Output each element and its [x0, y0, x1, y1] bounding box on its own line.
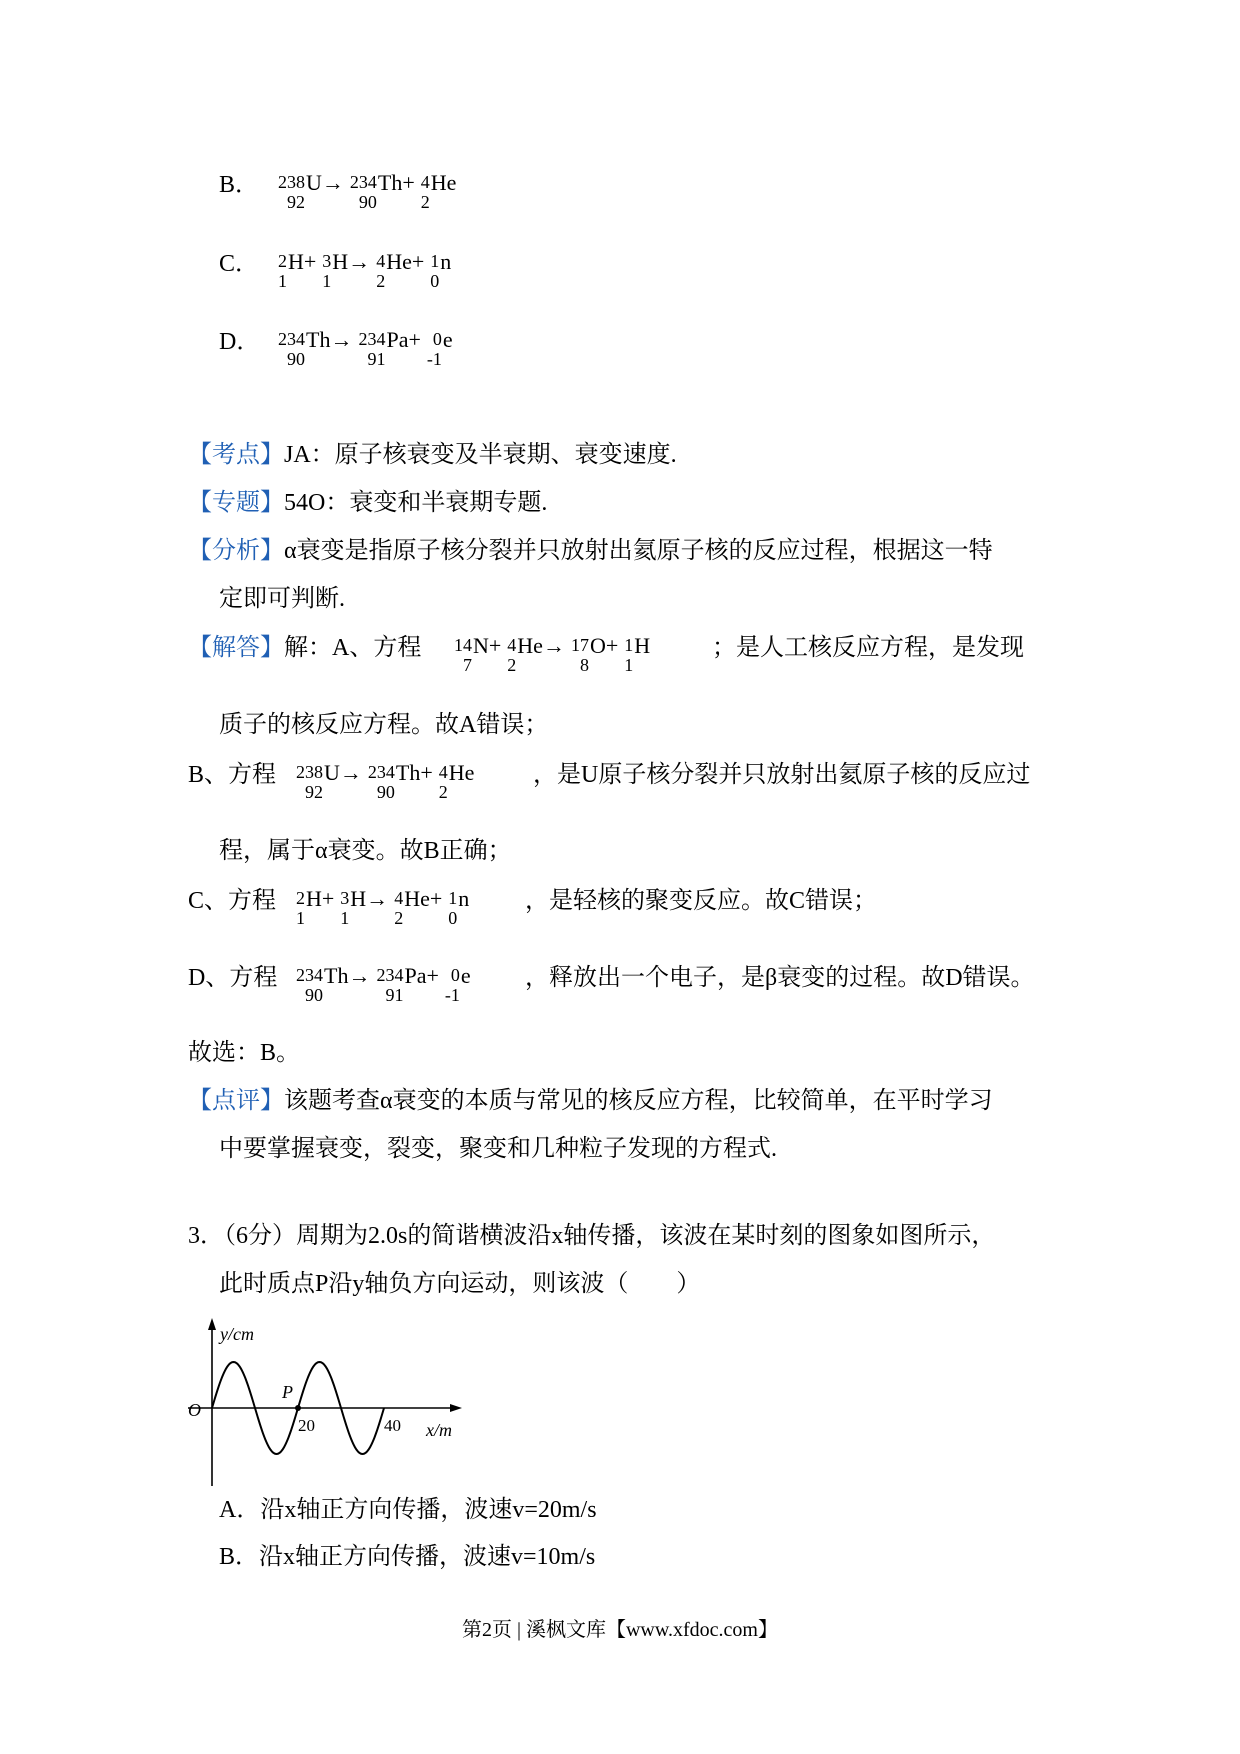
nuclide-term: [427, 329, 453, 369]
nuclide-indices: [278, 329, 305, 369]
nuclide-term: [350, 172, 415, 212]
nuclide-term: [421, 172, 457, 212]
option-d: [219, 327, 260, 357]
kaodian-text: JA：原子核衰变及半衰期、衰变速度.: [284, 442, 677, 468]
atomic-number: 91: [367, 349, 386, 369]
nuclide-symbol: Th+: [395, 760, 433, 785]
atomic-number: -1: [444, 985, 460, 1005]
atomic-number: 92: [305, 782, 323, 802]
zhuanti-tag: 【专题】: [188, 490, 284, 516]
atomic-number: 2: [376, 271, 386, 291]
nuclide-indices: [358, 329, 385, 369]
mass-number: 234: [278, 329, 305, 349]
nuclide-symbol: H: [634, 633, 651, 658]
nuclide-symbol: H→: [350, 886, 389, 911]
option-b: [219, 170, 259, 200]
fenxi-line-1: [188, 536, 993, 566]
option-b-equation: [278, 172, 462, 212]
nuclide-term: [376, 251, 424, 291]
nuclide-term: [454, 635, 501, 675]
nuclide-indices: [278, 172, 305, 212]
nuclide-indices: [454, 635, 472, 675]
atomic-number: 90: [376, 782, 395, 802]
nuclide-symbol: e: [460, 963, 471, 988]
mass-number: 238: [296, 762, 323, 782]
nuclide-term: [394, 888, 442, 928]
nuclide-indices: [376, 251, 385, 291]
nuclide-term: [322, 251, 370, 291]
zhuanti-line: [188, 488, 547, 518]
atomic-number: 8: [579, 655, 589, 675]
fenxi-text-2: 定即可判断.: [219, 586, 345, 612]
nuclide-indices: [340, 888, 349, 928]
option-d-label: D．: [219, 329, 261, 355]
jieda-b-prefix: B、方程: [188, 762, 277, 788]
nuclear-equation: [296, 965, 477, 1005]
jieda-choice: 故选：B。: [188, 1040, 301, 1066]
nuclide-term: [507, 635, 565, 675]
question3-line2: 此时质点P沿y轴负方向运动，则该波（ ）: [219, 1271, 701, 1297]
point-p-label: P: [282, 1382, 293, 1402]
nuclide-symbol: n: [458, 886, 470, 911]
nuclide-indices: [448, 888, 457, 928]
jieda-a-line: [188, 633, 421, 663]
kaodian-tag: 【考点】: [188, 442, 284, 468]
dianping-text-1: 该题考查α衰变的本质与常见的核反应方程，比较简单，在平时学习: [284, 1088, 993, 1114]
mass-number: 234: [367, 762, 395, 782]
atomic-number: 1: [296, 908, 305, 928]
jieda-a-equation: [454, 635, 656, 675]
nuclide-symbol: U→: [324, 760, 362, 785]
mass-number: 1: [448, 888, 458, 908]
jieda-c-suffix: ，是轻核的聚变反应。故C错误；: [525, 888, 878, 914]
mass-number: 4: [438, 762, 448, 782]
nuclide-symbol: H+: [288, 249, 317, 274]
atomic-number: 2: [507, 655, 517, 675]
atomic-number: 91: [385, 985, 404, 1005]
tick-20: 20: [298, 1416, 315, 1435]
mass-number: 234: [358, 329, 386, 349]
mass-number: 17: [570, 635, 589, 655]
nuclide-indices: [368, 762, 395, 802]
nuclide-symbol: Th→: [306, 327, 353, 352]
wave-figure: [188, 1318, 468, 1498]
jieda-c-prefix: C、方程: [188, 888, 277, 914]
nuclear-equation: [454, 635, 656, 675]
atomic-number: 1: [278, 271, 287, 291]
mass-number: 4: [394, 888, 404, 908]
nuclear-equation: [296, 762, 480, 802]
nuclide-term: [278, 329, 352, 369]
dianping-tag: 【点评】: [188, 1088, 284, 1114]
nuclide-symbol: Pa+: [386, 327, 421, 352]
nuclide-indices: [421, 172, 430, 212]
nuclide-term: [340, 888, 388, 928]
mass-number: 14: [454, 635, 472, 655]
nuclide-term: [571, 635, 618, 675]
nuclear-equation: [278, 329, 459, 369]
tick-40: 40: [384, 1416, 401, 1435]
y-axis-label: y/cm: [220, 1324, 254, 1344]
jieda-tag: 【解答】: [188, 635, 284, 661]
atomic-number: 2: [438, 782, 448, 802]
nuclide-indices: [278, 251, 287, 291]
atomic-number: -1: [426, 349, 442, 369]
nuclear-equation: [278, 172, 462, 212]
jieda-d-equation: [296, 965, 477, 1005]
mass-number: 2: [296, 888, 305, 908]
nuclide-symbol: He→: [517, 633, 565, 658]
nuclide-indices: [445, 965, 460, 1005]
mass-number: 238: [278, 172, 305, 192]
nuclide-indices: [296, 965, 323, 1005]
nuclide-symbol: N+: [473, 633, 502, 658]
dianping-text-2: 中要掌握衰变，裂变，聚变和几种粒子发现的方程式.: [219, 1136, 777, 1162]
fenxi-tag: 【分析】: [188, 538, 284, 564]
x-axis-label: x/m: [426, 1420, 452, 1440]
point-p-marker: [295, 1405, 301, 1411]
mass-number: 234: [296, 965, 323, 985]
option-c: [219, 249, 259, 279]
atomic-number: 2: [420, 192, 430, 212]
option-b-label: B．: [219, 172, 260, 198]
x-axis-arrow: [450, 1404, 462, 1412]
mass-number: 4: [376, 251, 386, 271]
nuclide-symbol: Th+: [377, 170, 415, 195]
nuclide-indices: [350, 172, 377, 212]
atomic-number: 1: [322, 271, 332, 291]
nuclide-indices: [571, 635, 589, 675]
kaodian-line: [188, 440, 677, 470]
nuclide-indices: [624, 635, 633, 675]
mass-number: 4: [507, 635, 517, 655]
dianping-line-1: [188, 1086, 993, 1116]
nuclide-term: [296, 888, 334, 928]
mass-number: 1: [624, 635, 634, 655]
q3-option-b: B．沿x轴正方向传播，波速v=10m/s: [219, 1544, 596, 1570]
atomic-number: 90: [305, 985, 323, 1005]
nuclide-symbol: He: [430, 170, 457, 195]
q3-option-a: A．沿x轴正方向传播，波速v=20m/s: [219, 1497, 597, 1523]
origin-label: O: [188, 1400, 201, 1420]
nuclide-term: [445, 965, 471, 1005]
nuclide-symbol: He: [448, 760, 475, 785]
nuclide-term: [296, 762, 362, 802]
option-d-equation: [278, 329, 459, 369]
mass-number: 3: [322, 251, 332, 271]
nuclide-term: [278, 172, 344, 212]
atomic-number: 1: [624, 655, 634, 675]
question3-line1: 3．（6分）周期为2.0s的简谐横波沿x轴传播，该波在某时刻的图象如图所示，: [188, 1223, 996, 1249]
jieda-b-line2: 程，属于α衰变。故B正确；: [219, 838, 512, 864]
nuclide-indices: [376, 965, 403, 1005]
mass-number: 234: [349, 172, 377, 192]
jieda-d-suffix: ，释放出一个电子，是β衰变的过程。故D错误。: [525, 965, 1035, 991]
nuclear-equation: [278, 251, 457, 291]
mass-number: 4: [420, 172, 430, 192]
atomic-number: 2: [394, 908, 404, 928]
nuclide-indices: [322, 251, 331, 291]
jieda-d-prefix: D、方程: [188, 965, 278, 991]
nuclide-term: [430, 251, 451, 291]
mass-number: 1: [430, 251, 440, 271]
nuclide-symbol: Th→: [324, 963, 371, 988]
jieda-a-line2: 质子的核反应方程。故A错误；: [219, 712, 549, 738]
nuclide-indices: [296, 762, 323, 802]
nuclide-term: [358, 329, 420, 369]
jieda-c-equation: [296, 888, 475, 928]
mass-number: 0: [432, 329, 442, 349]
mass-number: 2: [278, 251, 287, 271]
jieda-b-equation: [296, 762, 480, 802]
nuclide-symbol: Pa+: [404, 963, 439, 988]
atomic-number: 0: [448, 908, 458, 928]
mass-number: 3: [340, 888, 350, 908]
option-c-equation: [278, 251, 457, 291]
jieda-b-suffix: ，是U原子核分裂并只放射出氦原子核的反应过: [533, 762, 1031, 788]
y-axis-arrow: [208, 1318, 216, 1330]
nuclide-symbol: He+: [404, 886, 443, 911]
atomic-number: 92: [287, 192, 305, 212]
nuclide-term: [368, 762, 433, 802]
nuclide-symbol: n: [440, 249, 452, 274]
nuclide-symbol: U→: [306, 170, 344, 195]
nuclide-term: [624, 635, 650, 675]
nuclide-indices: [439, 762, 448, 802]
page-footer: 第2页 | 溪枫文库【www.xfdoc.com】: [461, 1619, 778, 1641]
nuclide-symbol: O+: [589, 633, 619, 658]
nuclide-indices: [507, 635, 516, 675]
mass-number: 0: [450, 965, 460, 985]
nuclide-indices: [430, 251, 439, 291]
nuclide-term: [376, 965, 438, 1005]
nuclide-symbol: e: [442, 327, 453, 352]
nuclide-indices: [296, 888, 305, 928]
zhuanti-text: 54O：衰变和半衰期专题.: [284, 490, 548, 516]
nuclide-indices: [394, 888, 403, 928]
fenxi-text-1: α衰变是指原子核分裂并只放射出氦原子核的反应过程，根据这一特: [284, 538, 993, 564]
nuclide-symbol: He+: [386, 249, 425, 274]
nuclide-term: [439, 762, 475, 802]
mass-number: 234: [376, 965, 404, 985]
nuclide-term: [296, 965, 370, 1005]
atomic-number: 7: [463, 655, 472, 675]
nuclide-symbol: H→: [332, 249, 371, 274]
atomic-number: 90: [358, 192, 377, 212]
option-c-label: C．: [219, 251, 260, 277]
atomic-number: 1: [340, 908, 350, 928]
nuclide-term: [448, 888, 469, 928]
nuclear-equation: [296, 888, 475, 928]
nuclide-indices: [427, 329, 442, 369]
nuclide-term: [278, 251, 316, 291]
nuclide-symbol: H+: [306, 886, 335, 911]
atomic-number: 90: [287, 349, 305, 369]
atomic-number: 0: [430, 271, 440, 291]
jieda-a-suffix: ；是人工核反应方程，是发现: [712, 635, 1024, 661]
jieda-a-prefix: 解：A、方程: [284, 635, 422, 661]
wave-figure-svg: [188, 1318, 468, 1493]
